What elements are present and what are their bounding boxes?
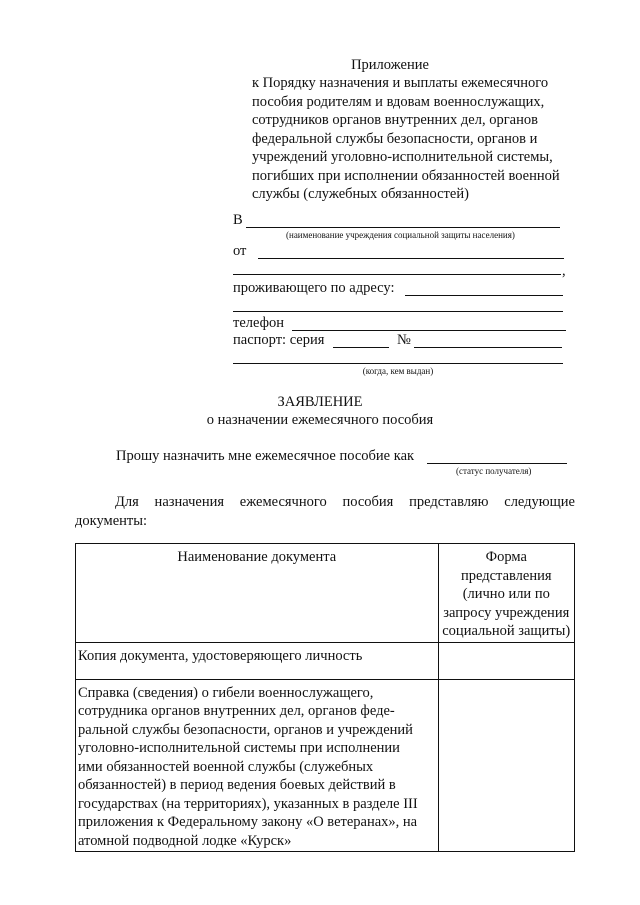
- issued-hint: (когда, кем выдан): [362, 366, 434, 376]
- appendix-line: пособия родителям и вдовам военнослужащих,: [252, 93, 545, 110]
- passport-number-line[interactable]: [414, 347, 562, 348]
- appendix-line: к Порядку назначения и выплаты ежемесячного: [252, 75, 549, 91]
- statement-title: ЗАЯВЛЕНИЕ: [277, 394, 363, 410]
- appendix-line: погибших при исполнении обязанностей военной: [252, 167, 560, 184]
- to-label: В: [233, 212, 243, 228]
- from-field-line[interactable]: [258, 258, 564, 259]
- request-text: Прошу назначить мне ежемесячное пособие как: [116, 448, 415, 464]
- appendix-line: федеральной службы безопасности, органов и: [252, 130, 538, 147]
- docs-intro-line: документы:: [75, 512, 148, 529]
- appendix-line: сотрудников органов внутренних дел, органов: [252, 112, 538, 128]
- header-form: Форма представления (лично или по запросу учреждения социальной защиты): [438, 544, 574, 643]
- passport-label: паспорт: серия: [233, 332, 325, 348]
- from-comma: ,: [562, 263, 566, 279]
- passport-series-line[interactable]: [333, 347, 389, 348]
- status-field-line[interactable]: [427, 463, 567, 464]
- row-form-cell[interactable]: [438, 679, 574, 852]
- table-header-row: [76, 544, 575, 643]
- phone-label: телефон: [233, 315, 285, 331]
- address-label: проживающего по адресу:: [233, 280, 395, 296]
- row-document-name: Копия документа, удостоверяющего личность: [76, 642, 439, 679]
- header-document-name: Наименование документа: [76, 544, 439, 643]
- status-hint: (статус получателя): [456, 466, 532, 476]
- table-row: [76, 642, 575, 679]
- docs-intro-line: Для назначения ежемесячного пособия представляю следующие: [115, 494, 575, 510]
- from-field-line-2[interactable]: [233, 274, 561, 275]
- passport-number-sign: №: [397, 332, 411, 348]
- appendix-title: Приложение: [351, 57, 429, 73]
- appendix-text: [252, 74, 582, 204]
- to-hint: (наименование учреждения социальной защиты населения): [286, 230, 515, 240]
- from-label: от: [233, 243, 247, 259]
- documents-table: [75, 543, 575, 852]
- phone-field-line[interactable]: [292, 330, 566, 331]
- row-document-name: Справка (сведения) о гибели военнослужащего, сотрудника органов внутренних дел, органов феде- ральной службы безопасности, органов и учреждений уголовно-исполнительной системы при исполнении ими обязанностей военной службы (служебных обязанностей) в период ведения боевых действий в государствах (на территориях), указанных в разделе III приложения к Федеральному закону «О ветеранах», на атомной подводной лодке «Курск»: [76, 679, 439, 852]
- docs-intro: [75, 493, 575, 530]
- appendix-line: службы (служебных обязанностей): [252, 186, 469, 202]
- address-field-line[interactable]: [405, 295, 563, 296]
- row-form-cell[interactable]: [438, 642, 574, 679]
- passport-issued-line[interactable]: [233, 363, 563, 364]
- table-row: [76, 679, 575, 852]
- statement-subtitle: о назначении ежемесячного пособия: [206, 412, 434, 428]
- appendix-line: учреждений уголовно-исполнительной системы,: [252, 149, 553, 165]
- to-field-line[interactable]: [246, 227, 560, 228]
- address-field-line-2[interactable]: [233, 311, 563, 312]
